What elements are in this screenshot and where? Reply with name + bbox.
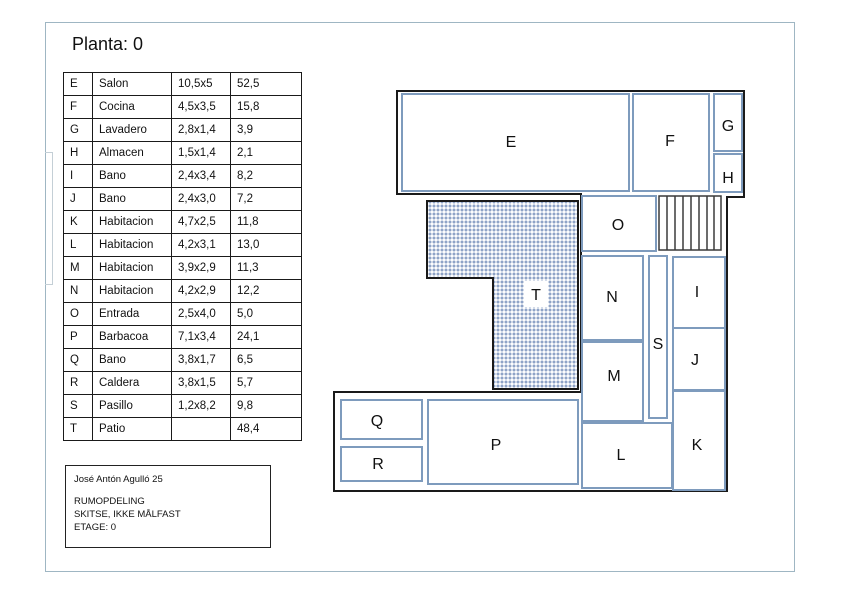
room-dims-cell: 10,5x5 <box>172 73 231 96</box>
room-name-cell: Lavadero <box>93 119 172 142</box>
room-code-cell: K <box>64 211 93 234</box>
room-name-cell: Barbacoa <box>93 326 172 349</box>
room-name-cell: Patio <box>93 418 172 441</box>
room-name-cell: Salon <box>93 73 172 96</box>
room-dims-cell: 2,5x4,0 <box>172 303 231 326</box>
room-name-cell: Bano <box>93 349 172 372</box>
room-name-cell: Entrada <box>93 303 172 326</box>
room-label-j: J <box>691 352 699 369</box>
room-code-cell: T <box>64 418 93 441</box>
room-dims-cell: 7,1x3,4 <box>172 326 231 349</box>
room-dims-cell: 1,2x8,2 <box>172 395 231 418</box>
room-label-m: M <box>607 368 621 385</box>
room-code-cell: L <box>64 234 93 257</box>
room-label-g: G <box>721 118 735 135</box>
room-label-r: R <box>372 456 384 473</box>
room-area-cell: 13,0 <box>231 234 302 257</box>
room-label-t: T <box>531 287 541 304</box>
room-area-cell: 11,3 <box>231 257 302 280</box>
room-code-cell: O <box>64 303 93 326</box>
room-name-cell: Habitacion <box>93 211 172 234</box>
room-code-cell: H <box>64 142 93 165</box>
room-p <box>428 400 578 484</box>
room-dims-cell: 4,5x3,5 <box>172 96 231 119</box>
room-area-cell: 24,1 <box>231 326 302 349</box>
room-area-cell: 12,2 <box>231 280 302 303</box>
room-area-cell: 2,1 <box>231 142 302 165</box>
room-label-p: P <box>490 437 502 454</box>
room-label-s: S <box>652 336 664 353</box>
room-label-n: N <box>606 289 618 306</box>
room-name-cell: Almacen <box>93 142 172 165</box>
room-code-cell: I <box>64 165 93 188</box>
room-name-cell: Caldera <box>93 372 172 395</box>
room-code-cell: Q <box>64 349 93 372</box>
room-label-h: H <box>722 170 734 187</box>
room-area-cell: 6,5 <box>231 349 302 372</box>
room-code-cell: M <box>64 257 93 280</box>
room-label-l: L <box>616 447 626 464</box>
room-code-cell: F <box>64 96 93 119</box>
room-name-cell: Cocina <box>93 96 172 119</box>
room-code-cell: J <box>64 188 93 211</box>
patio-area <box>427 201 578 389</box>
room-area-cell: 48,4 <box>231 418 302 441</box>
room-name-cell: Pasillo <box>93 395 172 418</box>
room-label-e: E <box>505 134 517 151</box>
room-label-k: K <box>691 437 703 454</box>
room-dims-cell: 4,2x3,1 <box>172 234 231 257</box>
plan-title: Planta: 0 <box>72 34 144 54</box>
info-line-2: SKITSE, IKKE MÅLFAST <box>74 509 181 520</box>
room-name-cell: Bano <box>93 188 172 211</box>
room-name-cell: Habitacion <box>93 257 172 280</box>
room-area-cell: 5,0 <box>231 303 302 326</box>
room-code-cell: G <box>64 119 93 142</box>
room-l <box>582 423 672 488</box>
room-dims-cell: 2,4x3,4 <box>172 165 231 188</box>
room-dims-cell: 1,5x1,4 <box>172 142 231 165</box>
room-label-i: I <box>694 284 700 301</box>
room-name-cell: Habitacion <box>93 234 172 257</box>
room-area-cell: 52,5 <box>231 73 302 96</box>
room-label-q: Q <box>370 413 384 430</box>
room-dims-cell: 4,7x2,5 <box>172 211 231 234</box>
room-name-cell: Habitacion <box>93 280 172 303</box>
room-dims-cell: 3,8x1,5 <box>172 372 231 395</box>
room-code-cell: N <box>64 280 93 303</box>
room-code-cell: R <box>64 372 93 395</box>
room-area-cell: 7,2 <box>231 188 302 211</box>
room-dims-cell: 2,4x3,0 <box>172 188 231 211</box>
room-dims-cell: 3,9x2,9 <box>172 257 231 280</box>
info-line-3: ETAGE: 0 <box>74 522 117 533</box>
room-dims-cell: 4,2x2,9 <box>172 280 231 303</box>
room-area-cell: 3,9 <box>231 119 302 142</box>
room-dims-cell: 3,8x1,7 <box>172 349 231 372</box>
room-code-cell: S <box>64 395 93 418</box>
room-dims-cell: 2,8x1,4 <box>172 119 231 142</box>
stairs <box>659 196 721 250</box>
room-area-cell: 5,7 <box>231 372 302 395</box>
room-label-f: F <box>665 133 675 150</box>
room-j <box>673 328 725 390</box>
room-label-o: O <box>611 217 625 234</box>
address-text: José Antón Agulló 25 <box>74 474 163 485</box>
room-area-cell: 15,8 <box>231 96 302 119</box>
room-area-cell: 9,8 <box>231 395 302 418</box>
info-line-1: RUMOPDELING <box>74 496 145 507</box>
room-area-cell: 11,8 <box>231 211 302 234</box>
room-code-cell: P <box>64 326 93 349</box>
room-name-cell: Bano <box>93 165 172 188</box>
room-area-cell: 8,2 <box>231 165 302 188</box>
room-code-cell: E <box>64 73 93 96</box>
